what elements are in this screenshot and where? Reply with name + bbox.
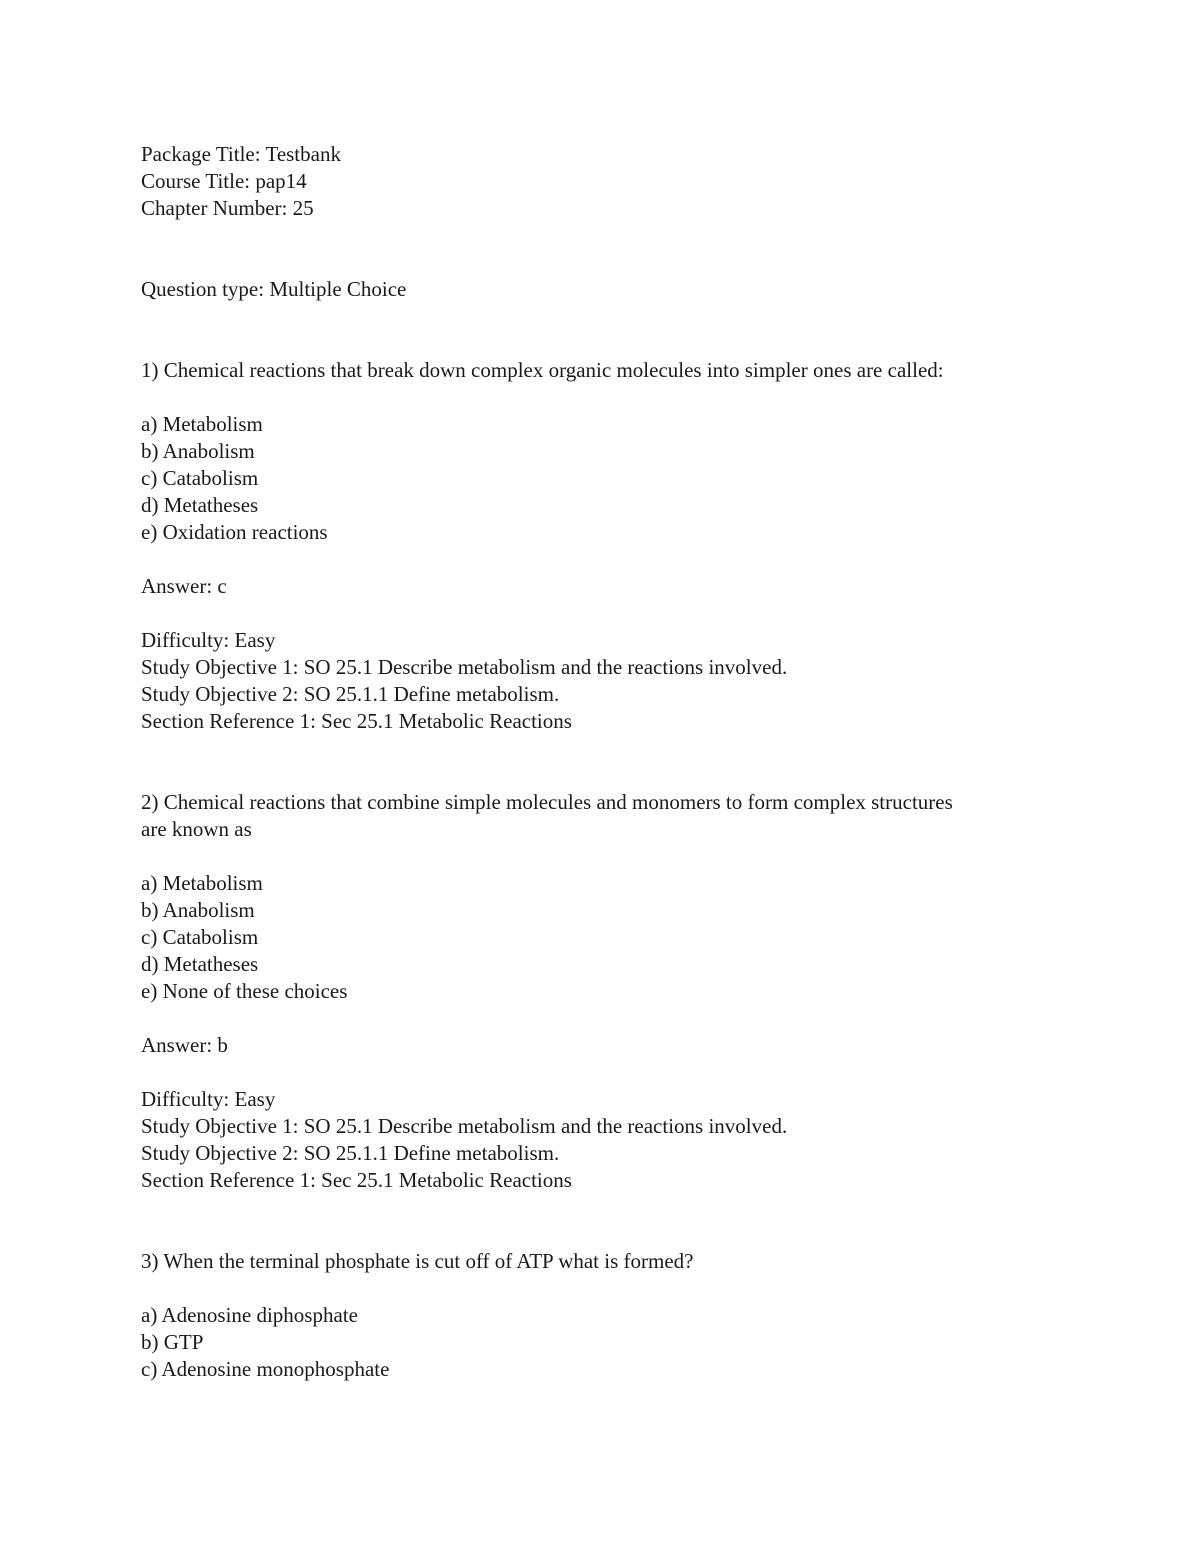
question-stem: 1) Chemical reactions that break down complex organic molecules into simpler ones are called: xyxy=(141,358,944,382)
answer-options xyxy=(141,411,1081,546)
document-body xyxy=(141,141,1081,1383)
option-c: c) Catabolism xyxy=(141,925,259,949)
option-a: a) Metabolism xyxy=(141,412,263,436)
answer-key: Answer: c xyxy=(141,574,227,598)
question-1 xyxy=(141,357,1081,735)
option-a: a) Adenosine diphosphate xyxy=(141,1303,358,1327)
question-stem: 2) Chemical reactions that combine simple molecules and monomers to form complex structures xyxy=(141,790,953,814)
question-type: Question type: Multiple Choice xyxy=(141,277,407,301)
option-e: e) None of these choices xyxy=(141,979,348,1003)
answer-options xyxy=(141,1302,1081,1383)
answer-options xyxy=(141,870,1081,1005)
option-c: c) Adenosine monophosphate xyxy=(141,1357,390,1381)
package-title: Package Title: Testbank xyxy=(141,142,341,166)
question-3 xyxy=(141,1248,1081,1383)
study-objective-1: Study Objective 1: SO 25.1 Describe metabolism and the reactions involved. xyxy=(141,655,788,679)
chapter-number: Chapter Number: 25 xyxy=(141,196,314,220)
section-reference-1: Section Reference 1: Sec 25.1 Metabolic Reactions xyxy=(141,1168,572,1192)
option-e: e) Oxidation reactions xyxy=(141,520,328,544)
option-b: b) GTP xyxy=(141,1330,204,1354)
study-objective-2: Study Objective 2: SO 25.1.1 Define metabolism. xyxy=(141,1141,560,1165)
option-c: c) Catabolism xyxy=(141,466,259,490)
question-2 xyxy=(141,789,1081,1194)
option-b: b) Anabolism xyxy=(141,898,255,922)
option-a: a) Metabolism xyxy=(141,871,263,895)
option-d: d) Metatheses xyxy=(141,952,259,976)
difficulty: Difficulty: Easy xyxy=(141,1087,276,1111)
answer-key: Answer: b xyxy=(141,1033,228,1057)
study-objective-2: Study Objective 2: SO 25.1.1 Define metabolism. xyxy=(141,682,560,706)
course-title: Course Title: pap14 xyxy=(141,169,307,193)
question-stem: 3) When the terminal phosphate is cut off of ATP what is formed? xyxy=(141,1249,694,1273)
document-header xyxy=(141,141,1081,222)
study-objective-1: Study Objective 1: SO 25.1 Describe metabolism and the reactions involved. xyxy=(141,1114,788,1138)
question-stem-continued: are known as xyxy=(141,817,252,841)
section-reference-1: Section Reference 1: Sec 25.1 Metabolic Reactions xyxy=(141,709,572,733)
option-d: d) Metatheses xyxy=(141,493,259,517)
difficulty: Difficulty: Easy xyxy=(141,628,276,652)
option-b: b) Anabolism xyxy=(141,439,255,463)
